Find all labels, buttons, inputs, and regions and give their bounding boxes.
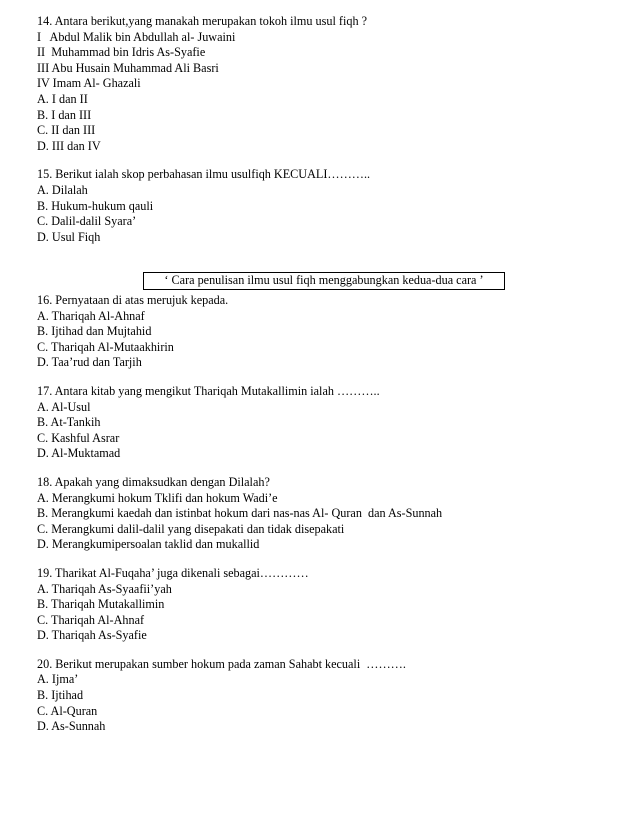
questions-bottom — [37, 293, 617, 735]
q14-item-4: IV Imam Al- Ghazali — [37, 76, 141, 91]
q16-option-d: D. Taa’rud dan Tarjih — [37, 355, 142, 370]
q19-option-d: D. Thariqah As-Syafie — [37, 628, 147, 643]
q19-option-b: B. Thariqah Mutakallimin — [37, 597, 165, 612]
question-15: 15. Berikut ialah skop perbahasan ilmu usulfiqh KECUALI……….. — [37, 167, 371, 182]
q20-option-c: C. Al-Quran — [37, 703, 98, 718]
question-17: 17. Antara kitab yang mengikut Thariqah Mutakallimin ialah ……….. — [37, 383, 380, 398]
q18-option-a: A. Merangkumi hokum Tklifi dan hokum Wadi’e — [37, 490, 278, 505]
q17-option-d: D. Al-Muktamad — [37, 446, 121, 461]
q17-option-a: A. Al-Usul — [37, 399, 91, 414]
question-19: 19. Tharikat Al-Fuqaha’ juga dikenali sebagai………… — [37, 565, 309, 580]
q16-option-c: C. Thariqah Al-Mutaakhirin — [37, 339, 174, 354]
q18-option-c: C. Merangkumi dalil-dalil yang disepakati dan tidak disepakati — [37, 521, 345, 536]
q14-item-3: III Abu Husain Muhammad Ali Basri — [37, 60, 219, 75]
q20-option-a: A. Ijma’ — [37, 672, 79, 687]
q14-item-1: I Abdul Malik bin Abdullah al- Juwaini — [37, 29, 236, 44]
question-16: 16. Pernyataan di atas merujuk kepada. — [37, 293, 229, 307]
q15-option-d: D. Usul Fiqh — [37, 229, 101, 244]
q19-option-c: C. Thariqah Al-Ahnaf — [37, 612, 145, 627]
question-14: 14. Antara berikut,yang manakah merupakan tokoh ilmu usul fiqh ? — [37, 14, 367, 28]
q16-option-a: A. Thariqah Al-Ahnaf — [37, 308, 145, 323]
q15-option-a: A. Dilalah — [37, 182, 88, 197]
questions-top — [37, 14, 617, 245]
q14-option-a: A. I dan II — [37, 91, 88, 106]
q18-option-b: B. Merangkumi kaedah dan istinbat hokum dari nas-nas Al- Quran dan As-Sunnah — [37, 506, 443, 521]
q14-option-d: D. III dan IV — [37, 138, 101, 153]
q20-option-b: B. Ijtihad — [37, 688, 84, 703]
q17-option-b: B. At-Tankih — [37, 415, 101, 430]
q15-option-c: C. Dalil-dalil Syara’ — [37, 214, 137, 229]
q14-option-c: C. II dan III — [37, 123, 96, 138]
q18-option-d: D. Merangkumipersoalan taklid dan mukallid — [37, 537, 260, 552]
quote-box: ‘ Cara penulisan ilmu usul fiqh menggabungkan kedua-dua cara ’ — [143, 272, 505, 290]
q20-option-d: D. As-Sunnah — [37, 719, 106, 734]
q17-option-c: C. Kashful Asrar — [37, 430, 120, 445]
q16-option-b: B. Ijtihad dan Mujtahid — [37, 324, 152, 339]
q15-option-b: B. Hukum-hukum qauli — [37, 198, 154, 213]
question-18: 18. Apakah yang dimaksudkan dengan Dilalah? — [37, 474, 270, 489]
q14-item-2: II Muhammad bin Idris As-Syafie — [37, 45, 206, 60]
question-20: 20. Berikut merupakan sumber hokum pada zaman Sahabt kecuali ………. — [37, 656, 406, 671]
q14-option-b: B. I dan III — [37, 107, 92, 122]
q19-option-a: A. Thariqah As-Syaafii’yah — [37, 581, 172, 596]
